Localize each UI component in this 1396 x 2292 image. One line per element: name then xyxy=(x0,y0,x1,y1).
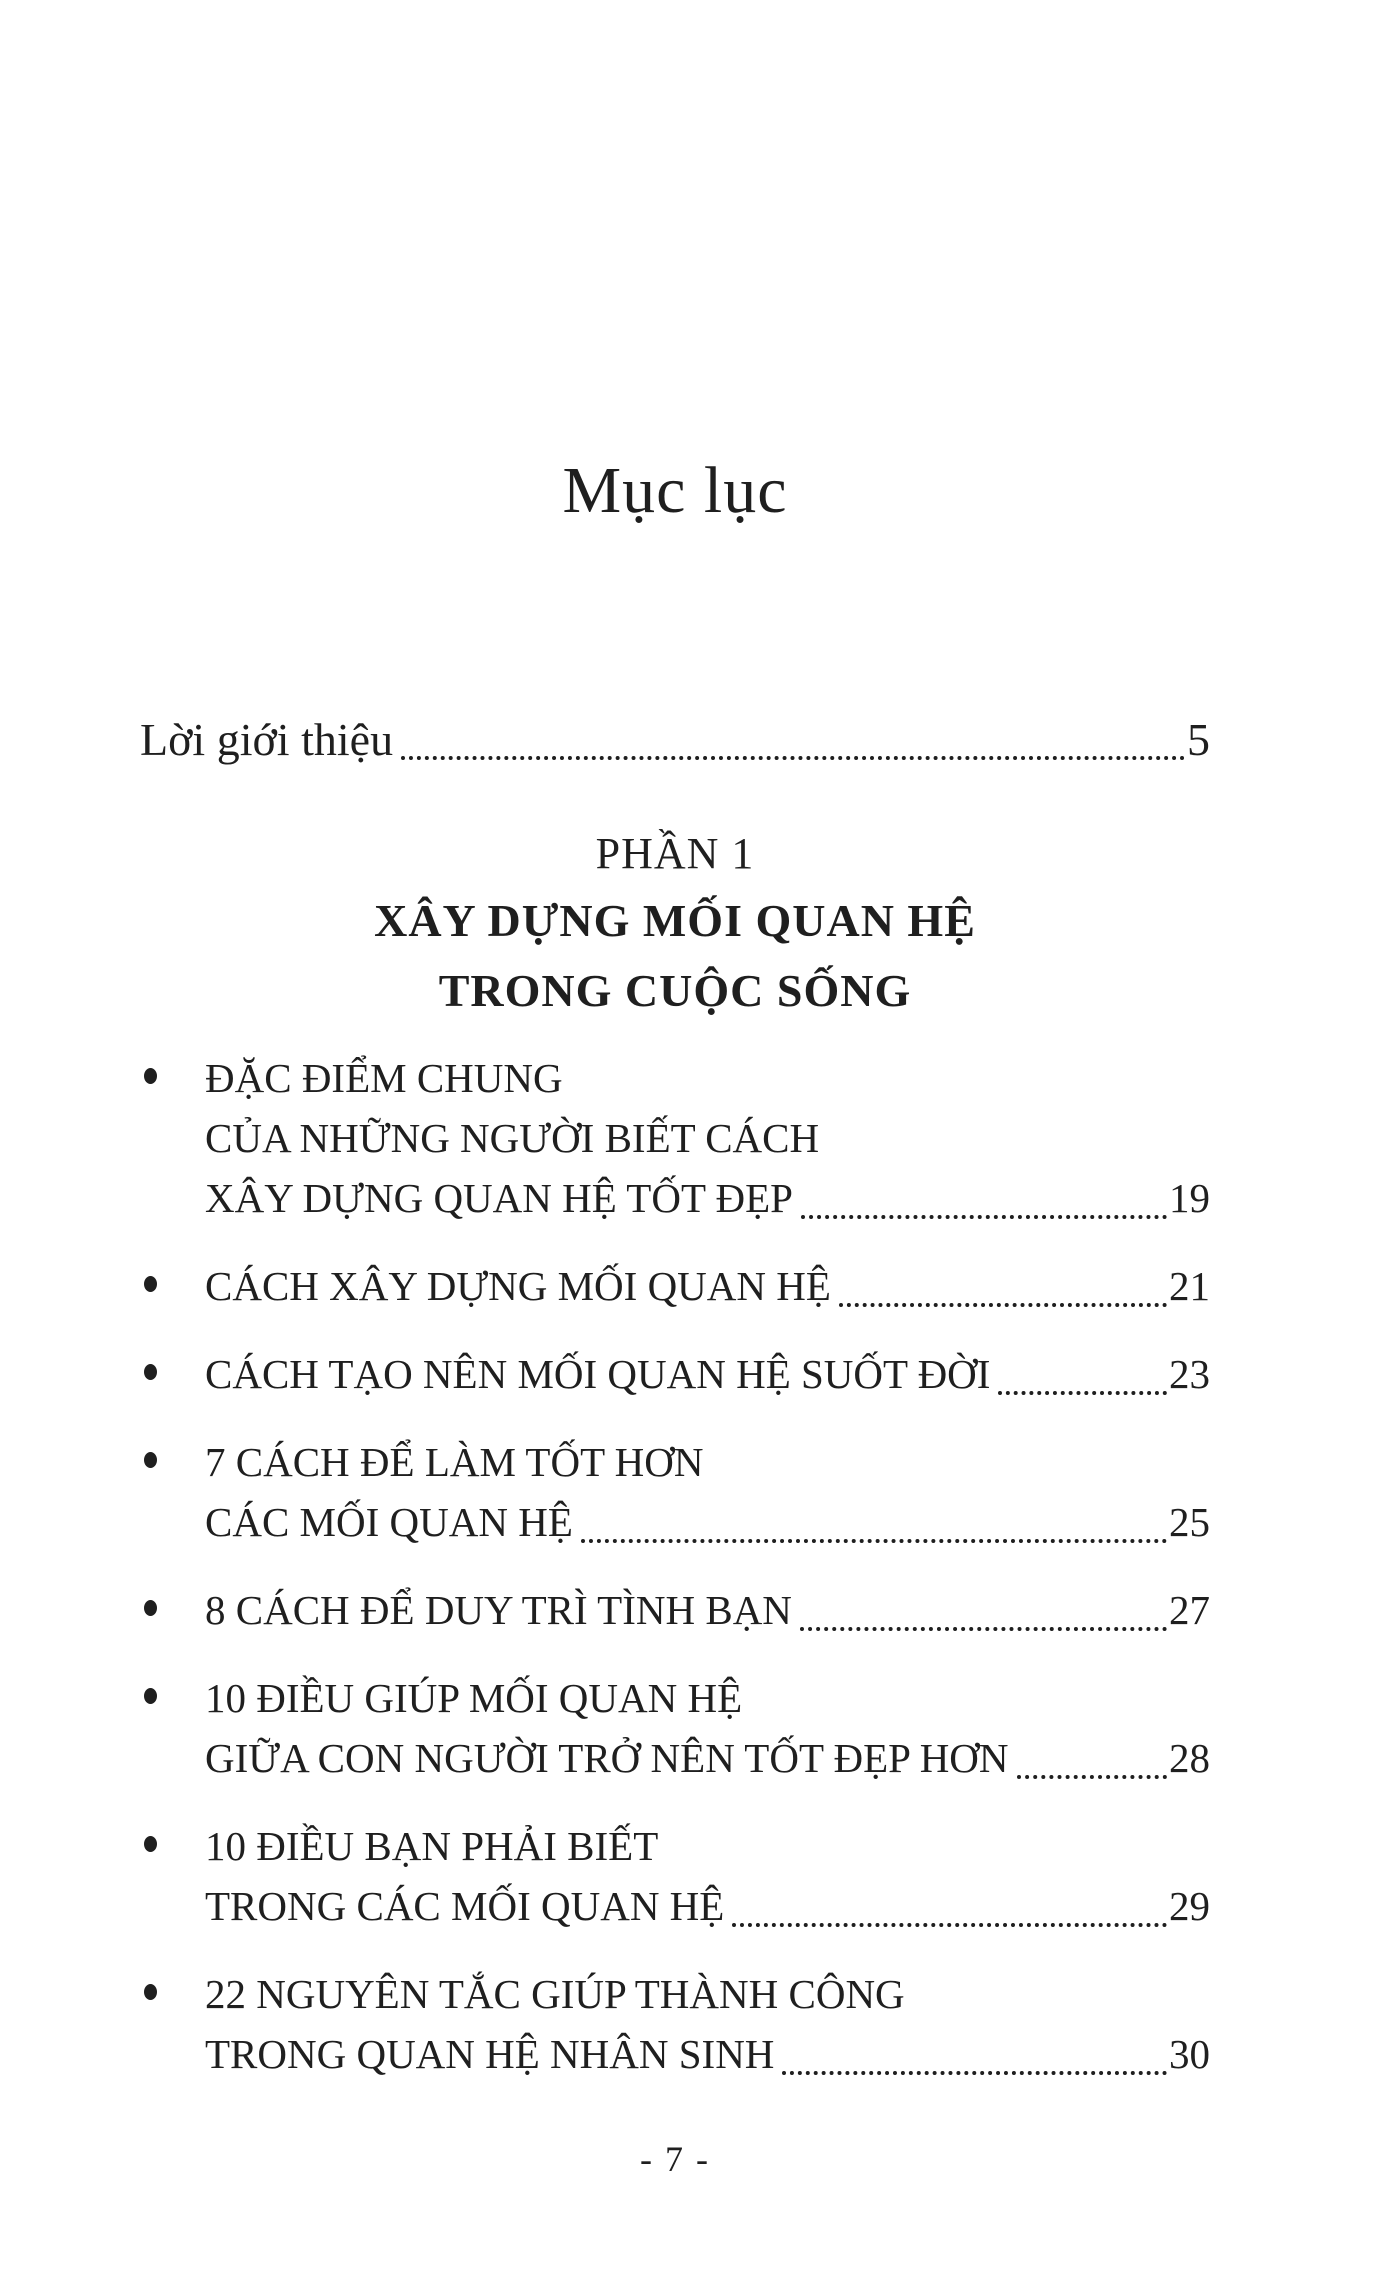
page-title: Mục lục xyxy=(562,454,788,527)
bullet-column xyxy=(140,1816,205,1852)
toc-entry-line xyxy=(205,1168,1210,1228)
toc-entry-title-text: 10 ĐIỀU GIÚP MỐI QUAN HỆ xyxy=(205,1675,743,1721)
toc-entry xyxy=(140,1964,1210,2084)
toc-page-number: 19 xyxy=(1169,1175,1210,1221)
toc-entry-title-text: XÂY DỰNG QUAN HỆ TỐT ĐẸP xyxy=(205,1175,793,1221)
bullet-column xyxy=(140,1432,205,1468)
toc-page-number: 30 xyxy=(1169,2031,1210,2077)
toc-entry xyxy=(140,1256,1210,1316)
toc-entry-title-text: CÁCH TẠO NÊN MỐI QUAN HỆ SUỐT ĐỜI xyxy=(205,1351,991,1397)
bullet-icon xyxy=(144,1068,157,1084)
bullet-icon xyxy=(144,1984,157,2000)
bullet-column xyxy=(140,1964,205,2000)
toc-page-number: 27 xyxy=(1169,1587,1210,1633)
toc-page-number: 5 xyxy=(1187,714,1210,765)
toc-entry-line xyxy=(205,1964,1210,2024)
bullet-column xyxy=(140,1580,205,1616)
toc-entry-lines xyxy=(205,1344,1210,1404)
dotted-leader xyxy=(401,756,1185,760)
toc-entry xyxy=(140,1432,1210,1552)
toc-entry xyxy=(140,1668,1210,1788)
toc-entry-lines xyxy=(205,1048,1210,1228)
bullet-icon xyxy=(144,1276,157,1292)
toc-entry xyxy=(140,1344,1210,1404)
toc-entry-line xyxy=(205,1048,1210,1108)
section-title-line2: TRONG CUỘC SỐNG xyxy=(438,965,912,1016)
toc-entry-title-text: 7 CÁCH ĐỂ LÀM TỐT HƠN xyxy=(205,1439,704,1485)
toc-entry-line xyxy=(205,2024,1210,2084)
toc-intro-label: Lời giới thiệu xyxy=(140,714,394,765)
toc-entry-title-text: 8 CÁCH ĐỂ DUY TRÌ TÌNH BẠN xyxy=(205,1587,792,1633)
page-footer-folio: - 7 - xyxy=(640,2139,710,2179)
toc-entry-title-text: TRONG CÁC MỐI QUAN HỆ xyxy=(205,1883,725,1929)
toc-entry-lines xyxy=(205,1816,1210,1936)
dotted-leader xyxy=(782,2071,1167,2075)
toc-entry-line xyxy=(205,1256,1210,1316)
toc-entry-line xyxy=(205,1876,1210,1936)
toc-entry-title-text: CÁCH XÂY DỰNG MỐI QUAN HỆ xyxy=(205,1263,831,1309)
bullet-icon xyxy=(144,1600,157,1616)
toc-entry-list xyxy=(140,1048,1210,2084)
toc-entry-line xyxy=(205,1668,1210,1728)
dotted-leader xyxy=(800,1627,1167,1631)
bullet-icon xyxy=(144,1836,157,1852)
dotted-leader xyxy=(839,1303,1167,1307)
bullet-column xyxy=(140,1048,205,1084)
toc-entry-lines xyxy=(205,1964,1210,2084)
toc-entry xyxy=(140,1048,1210,1228)
toc-entry-lines xyxy=(205,1580,1210,1640)
toc-entry-title-text: GIỮA CON NGƯỜI TRỞ NÊN TỐT ĐẸP HƠN xyxy=(205,1735,1009,1781)
toc-entry-line xyxy=(205,1728,1210,1788)
toc-page-number: 25 xyxy=(1169,1499,1210,1545)
bullet-column xyxy=(140,1668,205,1704)
dotted-leader xyxy=(581,1539,1167,1543)
bullet-icon xyxy=(144,1364,157,1380)
toc-entry-title-text: 22 NGUYÊN TẮC GIÚP THÀNH CÔNG xyxy=(205,1971,905,2017)
toc-entry-line xyxy=(205,1432,1210,1492)
toc-page-number: 21 xyxy=(1169,1263,1210,1309)
toc-entry xyxy=(140,1580,1210,1640)
toc-entry xyxy=(140,1816,1210,1936)
section-title-line1: XÂY DỰNG MỐI QUAN HỆ xyxy=(374,895,976,946)
toc-entry-title-text: TRONG QUAN HỆ NHÂN SINH xyxy=(205,2031,775,2077)
page-content xyxy=(0,450,1396,2182)
bullet-icon xyxy=(144,1452,157,1468)
toc-entry-line xyxy=(205,1108,1210,1168)
bullet-column xyxy=(140,1256,205,1292)
section-heading xyxy=(140,822,1210,1026)
toc-entry-title-text: CÁC MỐI QUAN HỆ xyxy=(205,1499,573,1545)
toc-page-number: 29 xyxy=(1169,1883,1210,1929)
toc-entry-title-text: 10 ĐIỀU BẠN PHẢI BIẾT xyxy=(205,1823,659,1869)
toc-page-number: 28 xyxy=(1169,1735,1210,1781)
dotted-leader xyxy=(732,1923,1167,1927)
toc-entry-title-text: CỦA NHỮNG NGƯỜI BIẾT CÁCH xyxy=(205,1115,820,1161)
dotted-leader xyxy=(801,1215,1167,1219)
toc-entry-line xyxy=(205,1580,1210,1640)
bullet-column xyxy=(140,1344,205,1380)
toc-entry-lines xyxy=(205,1668,1210,1788)
dotted-leader xyxy=(1017,1775,1167,1779)
toc-page-number: 23 xyxy=(1169,1351,1210,1397)
toc-entry-lines xyxy=(205,1256,1210,1316)
section-part-label: PHẦN 1 xyxy=(595,829,755,878)
toc-entry-line xyxy=(205,1492,1210,1552)
toc-intro-entry xyxy=(140,710,1210,770)
toc-entry-lines xyxy=(205,1432,1210,1552)
toc-entry-title-text: ĐẶC ĐIỂM CHUNG xyxy=(205,1055,563,1101)
toc-entry-line xyxy=(205,1816,1210,1876)
dotted-leader xyxy=(998,1391,1167,1395)
toc-entry-line xyxy=(205,1344,1210,1404)
bullet-icon xyxy=(144,1688,157,1704)
